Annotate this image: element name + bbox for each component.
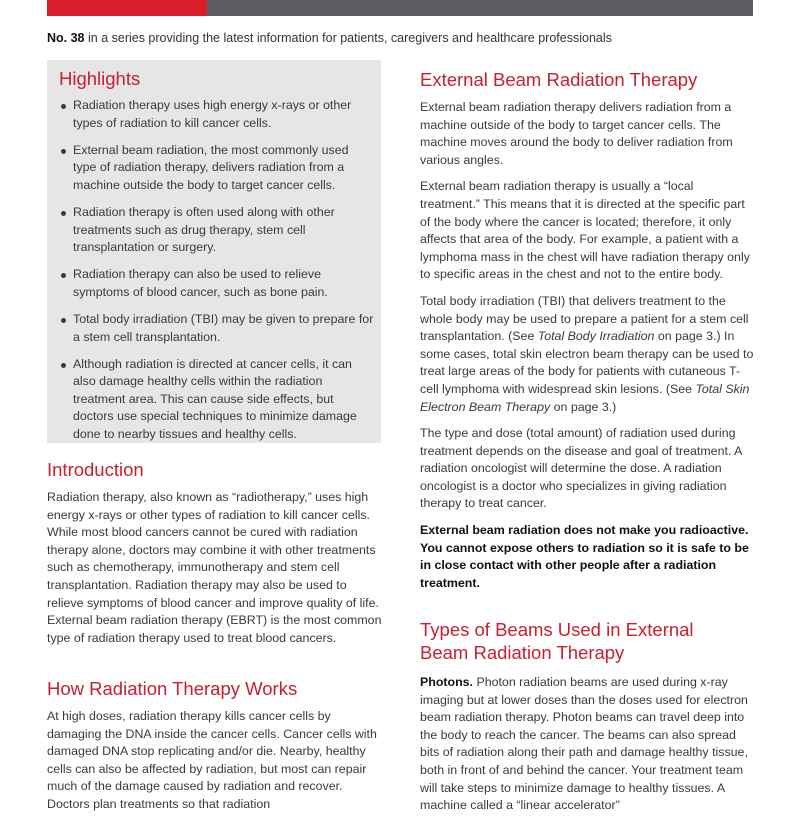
how-it-works-title: How Radiation Therapy Works <box>47 678 298 699</box>
types-of-beams-body <box>420 674 756 815</box>
types-of-beams-title: Types of Beams Used in External Beam Radiation Therapy <box>420 619 694 663</box>
external-beam-p1: External beam radiation therapy delivers radiation from a machine outside of the body to target cancer cells. The machine moves around the body to deliver radiation from various angles. <box>420 100 733 167</box>
p3-text-c: on page 3.) <box>550 399 617 414</box>
introduction-body: Radiation therapy, also known as “radiotherapy,” uses high energy x-rays or other types of radiation to kill cancer cells. While most blood cancers cannot be cured with radiation therapy alone, doctors may combine it with other treatments such as chemotherapy, immunotherapy and stem cell transplantation. Radiation therapy may also be used to relieve symptoms of blood cancer and improve quality of life. External beam radiation therapy (EBRT) is the most common type of radiation therapy used to treat blood cancers. <box>47 490 382 645</box>
highlight-item: Radiation therapy can also be used to relieve symptoms of blood cancer, such as bone pain. <box>59 266 375 301</box>
header-bar-gray <box>207 0 753 16</box>
introduction-title: Introduction <box>47 459 144 480</box>
highlight-item: External beam radiation, the most commonly used type of radiation therapy, delivers radiation from a machine outside the body to target cancer cells. <box>59 142 375 195</box>
series-line <box>47 31 612 45</box>
types-of-beams-section <box>420 618 756 824</box>
highlight-item: Total body irradiation (TBI) may be given to prepare for a stem cell transplantation. <box>59 311 375 346</box>
external-beam-p4: The type and dose (total amount) of radiation used during treatment depends on the disease and goal of treatment. A radiation oncologist will determine the dose. A radiation oncologist is a doctor who specializes in giving radiation therapy to treat cancer. <box>420 426 742 511</box>
highlights-box <box>47 60 381 443</box>
how-it-works-section <box>47 677 383 823</box>
external-beam-section <box>420 68 756 601</box>
external-beam-p3 <box>420 293 756 416</box>
external-beam-title: External Beam Radiation Therapy <box>420 69 698 90</box>
introduction-section <box>47 458 383 656</box>
how-it-works-body: At high doses, radiation therapy kills cancer cells by damaging the DNA inside the cancer cells. Cancer cells with damaged DNA stop replicating and/or die. Nearby, healthy cells can also be affected by radiation, but most can repair much of the damage caused by radiation and recover. Doctors plan treatments so that radiation <box>47 709 377 811</box>
photons-text: Photon radiation beams are used during x-ray imaging but at lower doses than the doses used for electron beam radiation therapy. Photon beams can travel deep into the body to reach the cancer. The beams can also spread bits of radiation along their path and damage healthy tissue, both in front of and behind the cancer. Your treatment team will take steps to minimize damage to healthy tissues. A machine called a “linear accelerator” <box>420 675 748 813</box>
series-text: in a series providing the latest information for patients, caregivers and healthcare professionals <box>84 31 612 45</box>
highlight-item: Radiation therapy uses high energy x-rays or other types of radiation to kill cancer cells. <box>59 97 375 132</box>
highlight-item: Radiation therapy is often used along with other treatments such as drug therapy, stem cell transplantation or surgery. <box>59 204 375 257</box>
external-beam-p2: External beam radiation therapy is usually a “local treatment.” This means that it is directed at the specific part of the body where the cancer is located; therefore, it only affects that area of the body. For example, a patient with a lymphoma mass in the chest will have radiation therapy only to specific areas in the chest and not to the entire body. <box>420 179 750 282</box>
series-number: No. 38 <box>47 31 85 45</box>
p3-text-b: on page 3.) In some cases, total skin electron beam therapy can be used to treat large areas of the body for patients with cutaneous T-cell lymphoma with widespread skin lesions. (See <box>420 329 754 396</box>
page-ref-total-skin-electron: Total Skin Electron Beam Therapy <box>420 381 750 414</box>
photons-lead: Photons. <box>420 675 473 689</box>
page-ref-total-body-irradiation: Total Body Irradiation <box>537 329 655 344</box>
highlights-list <box>59 97 375 453</box>
header-bar-red <box>47 0 207 16</box>
external-beam-notice: External beam radiation does not make you radioactive. You cannot expose others to radiation so it is safe to be in close contact with other people after a radiation treatment. <box>420 523 749 590</box>
highlights-title: Highlights <box>59 68 141 89</box>
p3-text-a: Total body irradiation (TBI) that delivers treatment to the whole body may be used to prepare a patient for a stem cell transplantation. (See <box>420 293 749 344</box>
highlight-item: Although radiation is directed at cancer cells, it can also damage healthy cells within the radiation treatment area. This can cause side effects, but doctors use special techniques to minimize damage done to nearby tissues and healthy cells. <box>59 356 375 444</box>
